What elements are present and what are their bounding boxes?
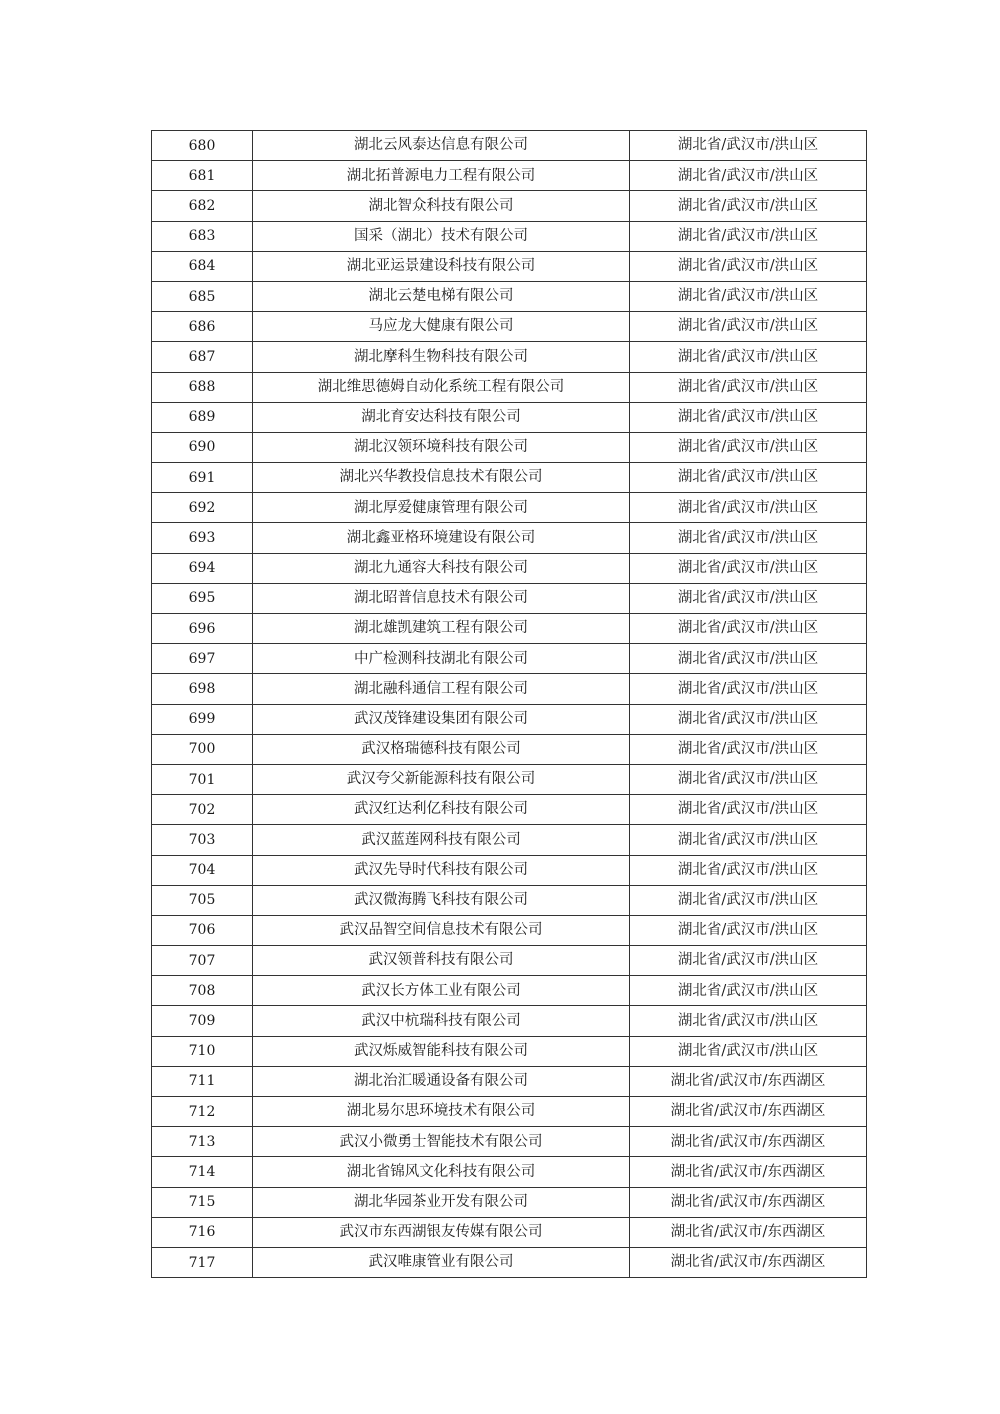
company-list-table	[151, 130, 867, 1278]
table-row	[152, 946, 867, 976]
company-name-cell: 马应龙大健康有限公司	[253, 312, 630, 342]
table-row	[152, 885, 867, 915]
row-number-cell: 701	[152, 764, 253, 794]
region-cell: 湖北省/武汉市/洪山区	[630, 976, 867, 1006]
company-name-cell: 武汉微海腾飞科技有限公司	[253, 885, 630, 915]
company-name-cell: 湖北省锦风文化科技有限公司	[253, 1157, 630, 1187]
company-name-cell: 湖北雄凯建筑工程有限公司	[253, 614, 630, 644]
row-number-cell: 688	[152, 372, 253, 402]
table-row	[152, 614, 867, 644]
row-number-cell: 704	[152, 855, 253, 885]
company-name-cell: 武汉蓝莲网科技有限公司	[253, 825, 630, 855]
row-number-cell: 689	[152, 402, 253, 432]
region-cell: 湖北省/武汉市/洪山区	[630, 523, 867, 553]
company-name-cell: 中广检测科技湖北有限公司	[253, 644, 630, 674]
company-name-cell: 湖北云风泰达信息有限公司	[253, 131, 630, 161]
region-cell: 湖北省/武汉市/洪山区	[630, 463, 867, 493]
row-number-cell: 695	[152, 583, 253, 613]
region-cell: 湖北省/武汉市/洪山区	[630, 764, 867, 794]
region-cell: 湖北省/武汉市/东西湖区	[630, 1127, 867, 1157]
table-row	[152, 523, 867, 553]
table-row	[152, 1217, 867, 1247]
table-row	[152, 644, 867, 674]
row-number-cell: 715	[152, 1187, 253, 1217]
region-cell: 湖北省/武汉市/洪山区	[630, 312, 867, 342]
table-row	[152, 915, 867, 945]
row-number-cell: 693	[152, 523, 253, 553]
company-name-cell: 武汉小微勇士智能技术有限公司	[253, 1127, 630, 1157]
row-number-cell: 706	[152, 915, 253, 945]
company-name-cell: 湖北华园茶业开发有限公司	[253, 1187, 630, 1217]
row-number-cell: 711	[152, 1066, 253, 1096]
region-cell: 湖北省/武汉市/洪山区	[630, 795, 867, 825]
row-number-cell: 709	[152, 1006, 253, 1036]
table-row	[152, 734, 867, 764]
company-name-cell: 湖北鑫亚格环境建设有限公司	[253, 523, 630, 553]
region-cell: 湖北省/武汉市/洪山区	[630, 855, 867, 885]
table-row	[152, 976, 867, 1006]
company-name-cell: 武汉市东西湖银友传媒有限公司	[253, 1217, 630, 1247]
row-number-cell: 714	[152, 1157, 253, 1187]
region-cell: 湖北省/武汉市/洪山区	[630, 251, 867, 281]
table-row	[152, 825, 867, 855]
row-number-cell: 697	[152, 644, 253, 674]
table-body	[152, 131, 867, 1278]
row-number-cell: 687	[152, 342, 253, 372]
table-row	[152, 764, 867, 794]
company-name-cell: 武汉红达利亿科技有限公司	[253, 795, 630, 825]
company-name-cell: 湖北九通容大科技有限公司	[253, 553, 630, 583]
table-row	[152, 1187, 867, 1217]
table-row	[152, 1036, 867, 1066]
region-cell: 湖北省/武汉市/洪山区	[630, 1006, 867, 1036]
table-row	[152, 221, 867, 251]
table-row	[152, 372, 867, 402]
table-row	[152, 704, 867, 734]
company-name-cell: 湖北融科通信工程有限公司	[253, 674, 630, 704]
region-cell: 湖北省/武汉市/洪山区	[630, 221, 867, 251]
company-name-cell: 武汉领普科技有限公司	[253, 946, 630, 976]
company-name-cell: 湖北汉领环境科技有限公司	[253, 432, 630, 462]
row-number-cell: 702	[152, 795, 253, 825]
region-cell: 湖北省/武汉市/洪山区	[630, 493, 867, 523]
company-name-cell: 武汉格瑞德科技有限公司	[253, 734, 630, 764]
company-name-cell: 武汉烁威智能科技有限公司	[253, 1036, 630, 1066]
company-name-cell: 国采（湖北）技术有限公司	[253, 221, 630, 251]
table-row	[152, 674, 867, 704]
region-cell: 湖北省/武汉市/东西湖区	[630, 1217, 867, 1247]
region-cell: 湖北省/武汉市/洪山区	[630, 614, 867, 644]
row-number-cell: 699	[152, 704, 253, 734]
table-row	[152, 1066, 867, 1096]
region-cell: 湖北省/武汉市/东西湖区	[630, 1066, 867, 1096]
company-name-cell: 湖北维思德姆自动化系统工程有限公司	[253, 372, 630, 402]
row-number-cell: 696	[152, 614, 253, 644]
region-cell: 湖北省/武汉市/洪山区	[630, 915, 867, 945]
row-number-cell: 708	[152, 976, 253, 1006]
region-cell: 湖北省/武汉市/洪山区	[630, 402, 867, 432]
region-cell: 湖北省/武汉市/东西湖区	[630, 1157, 867, 1187]
row-number-cell: 710	[152, 1036, 253, 1066]
region-cell: 湖北省/武汉市/洪山区	[630, 885, 867, 915]
region-cell: 湖北省/武汉市/洪山区	[630, 281, 867, 311]
table-row	[152, 463, 867, 493]
table-row	[152, 1157, 867, 1187]
table-row	[152, 1247, 867, 1277]
row-number-cell: 685	[152, 281, 253, 311]
region-cell: 湖北省/武汉市/东西湖区	[630, 1247, 867, 1277]
region-cell: 湖北省/武汉市/洪山区	[630, 131, 867, 161]
table-row	[152, 493, 867, 523]
row-number-cell: 690	[152, 432, 253, 462]
table-row	[152, 131, 867, 161]
company-name-cell: 湖北拓普源电力工程有限公司	[253, 161, 630, 191]
region-cell: 湖北省/武汉市/洪山区	[630, 432, 867, 462]
region-cell: 湖北省/武汉市/洪山区	[630, 191, 867, 221]
table-row	[152, 795, 867, 825]
region-cell: 湖北省/武汉市/洪山区	[630, 946, 867, 976]
company-name-cell: 武汉茂锋建设集团有限公司	[253, 704, 630, 734]
company-name-cell: 武汉品智空间信息技术有限公司	[253, 915, 630, 945]
table-row	[152, 1006, 867, 1036]
table-row	[152, 553, 867, 583]
table-row	[152, 161, 867, 191]
company-name-cell: 武汉夸父新能源科技有限公司	[253, 764, 630, 794]
row-number-cell: 681	[152, 161, 253, 191]
row-number-cell: 700	[152, 734, 253, 764]
table-row	[152, 583, 867, 613]
company-name-cell: 湖北昭普信息技术有限公司	[253, 583, 630, 613]
row-number-cell: 717	[152, 1247, 253, 1277]
company-name-cell: 湖北智众科技有限公司	[253, 191, 630, 221]
row-number-cell: 684	[152, 251, 253, 281]
table-row	[152, 1127, 867, 1157]
region-cell: 湖北省/武汉市/洪山区	[630, 825, 867, 855]
row-number-cell: 713	[152, 1127, 253, 1157]
row-number-cell: 691	[152, 463, 253, 493]
table-row	[152, 855, 867, 885]
row-number-cell: 680	[152, 131, 253, 161]
row-number-cell: 694	[152, 553, 253, 583]
table-row	[152, 312, 867, 342]
region-cell: 湖北省/武汉市/洪山区	[630, 161, 867, 191]
company-name-cell: 湖北厚爱健康管理有限公司	[253, 493, 630, 523]
company-name-cell: 湖北育安达科技有限公司	[253, 402, 630, 432]
region-cell: 湖北省/武汉市/东西湖区	[630, 1187, 867, 1217]
table-row	[152, 402, 867, 432]
row-number-cell: 686	[152, 312, 253, 342]
row-number-cell: 682	[152, 191, 253, 221]
company-name-cell: 湖北易尔思环境技术有限公司	[253, 1097, 630, 1127]
region-cell: 湖北省/武汉市/洪山区	[630, 734, 867, 764]
company-name-cell: 武汉先导时代科技有限公司	[253, 855, 630, 885]
row-number-cell: 712	[152, 1097, 253, 1127]
row-number-cell: 705	[152, 885, 253, 915]
table-row	[152, 281, 867, 311]
row-number-cell: 692	[152, 493, 253, 523]
region-cell: 湖北省/武汉市/洪山区	[630, 1036, 867, 1066]
company-name-cell: 湖北云楚电梯有限公司	[253, 281, 630, 311]
region-cell: 湖北省/武汉市/东西湖区	[630, 1097, 867, 1127]
row-number-cell: 703	[152, 825, 253, 855]
region-cell: 湖北省/武汉市/洪山区	[630, 644, 867, 674]
table-row	[152, 432, 867, 462]
table-row	[152, 1097, 867, 1127]
row-number-cell: 707	[152, 946, 253, 976]
company-name-cell: 湖北兴华教投信息技术有限公司	[253, 463, 630, 493]
company-name-cell: 武汉唯康管业有限公司	[253, 1247, 630, 1277]
row-number-cell: 716	[152, 1217, 253, 1247]
company-name-cell: 湖北治汇暖通设备有限公司	[253, 1066, 630, 1096]
table-row	[152, 342, 867, 372]
table-row	[152, 191, 867, 221]
table-row	[152, 251, 867, 281]
company-name-cell: 湖北亚运景建设科技有限公司	[253, 251, 630, 281]
region-cell: 湖北省/武汉市/洪山区	[630, 342, 867, 372]
region-cell: 湖北省/武汉市/洪山区	[630, 583, 867, 613]
row-number-cell: 698	[152, 674, 253, 704]
region-cell: 湖北省/武汉市/洪山区	[630, 372, 867, 402]
company-name-cell: 湖北摩科生物科技有限公司	[253, 342, 630, 372]
row-number-cell: 683	[152, 221, 253, 251]
region-cell: 湖北省/武汉市/洪山区	[630, 674, 867, 704]
region-cell: 湖北省/武汉市/洪山区	[630, 553, 867, 583]
company-name-cell: 武汉长方体工业有限公司	[253, 976, 630, 1006]
region-cell: 湖北省/武汉市/洪山区	[630, 704, 867, 734]
company-name-cell: 武汉中杭瑞科技有限公司	[253, 1006, 630, 1036]
